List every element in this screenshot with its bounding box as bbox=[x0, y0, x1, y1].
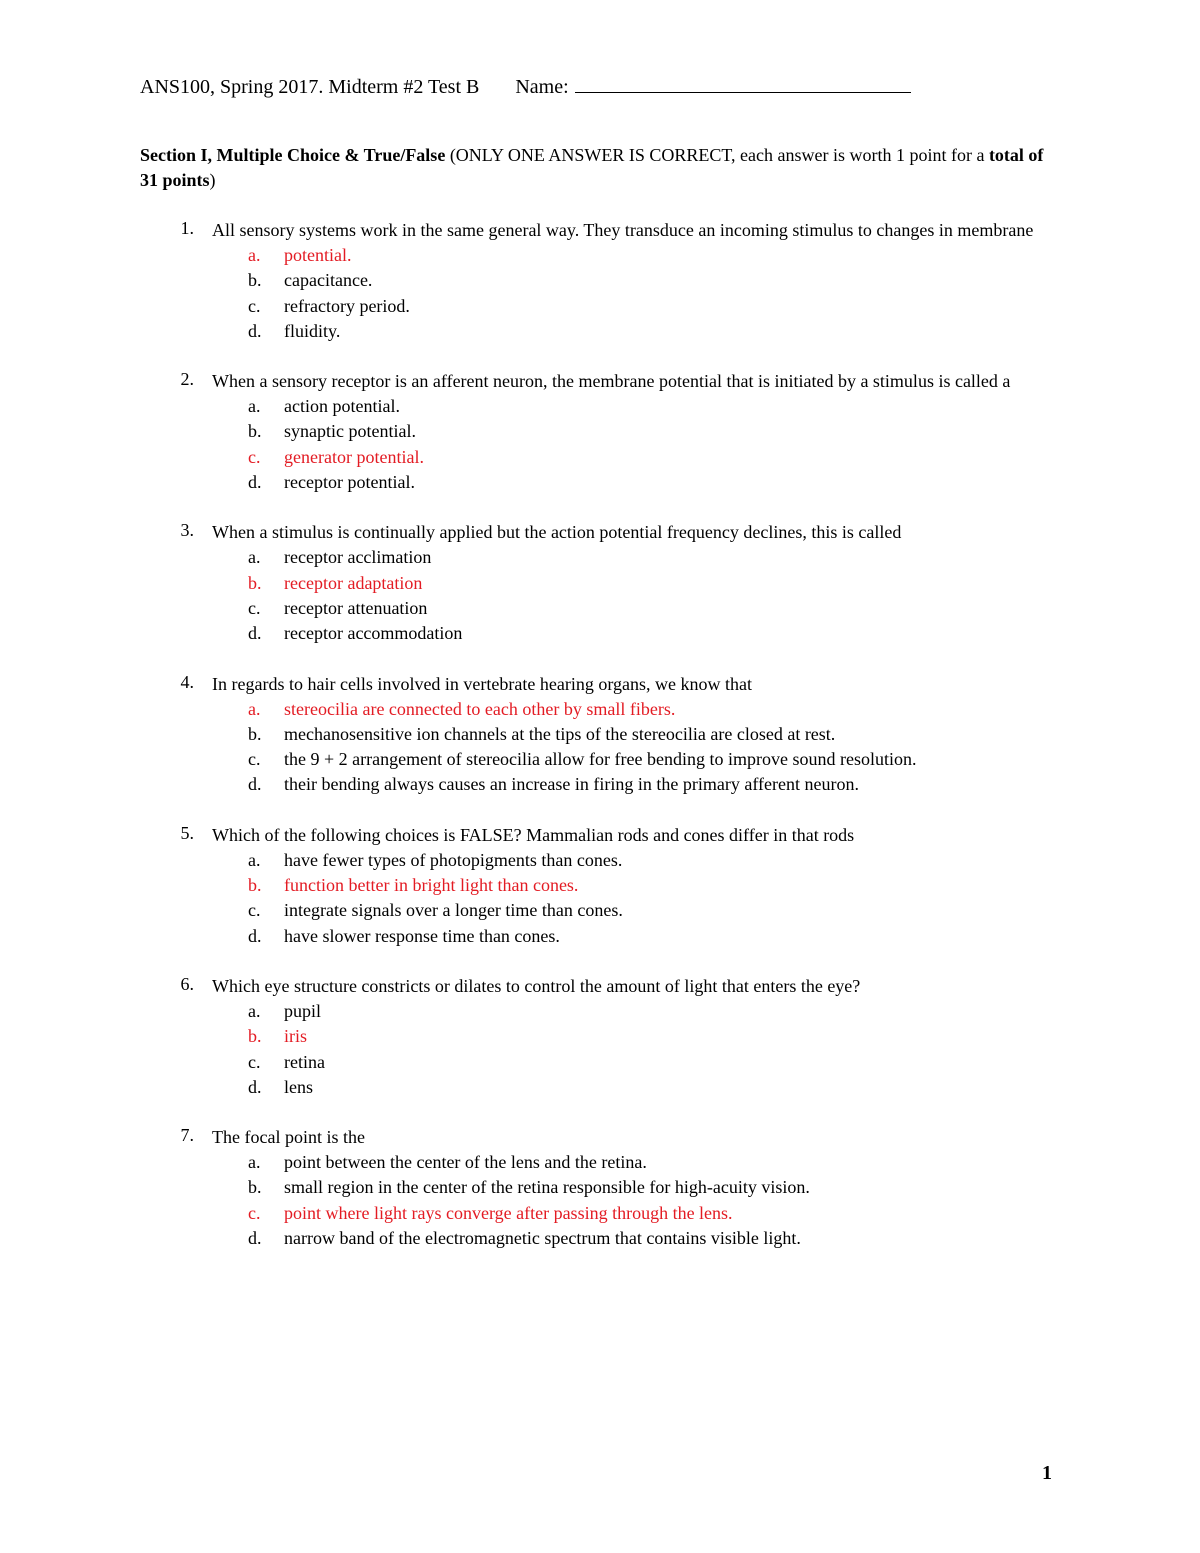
option-text: narrow band of the electromagnetic spectrum that contains visible light. bbox=[284, 1228, 801, 1249]
option-list bbox=[140, 848, 1070, 949]
option-a bbox=[140, 545, 1070, 570]
option-text: their bending always causes an increase in firing in the primary afferent neuron. bbox=[284, 774, 859, 795]
option-letter: a. bbox=[248, 698, 261, 719]
option-letter: c. bbox=[248, 295, 261, 316]
option-d bbox=[140, 772, 1070, 797]
option-text: pupil bbox=[284, 1000, 322, 1021]
option-text: receptor accommodation bbox=[284, 623, 463, 644]
option-letter: d. bbox=[248, 925, 262, 946]
option-text: stereocilia are connected to each other by small fibers. bbox=[284, 698, 676, 719]
option-letter: c. bbox=[248, 900, 261, 921]
option-text: retina bbox=[284, 1051, 325, 1072]
option-letter: d. bbox=[248, 774, 262, 795]
option-letter: b. bbox=[248, 1026, 262, 1047]
question-list bbox=[140, 218, 1070, 1276]
option-list bbox=[140, 1150, 1070, 1251]
option-b bbox=[140, 268, 1070, 293]
option-d bbox=[140, 924, 1070, 949]
option-letter: b. bbox=[248, 421, 262, 442]
option-c bbox=[140, 898, 1070, 923]
option-letter: b. bbox=[248, 572, 262, 593]
option-text: potential. bbox=[284, 245, 352, 265]
option-list bbox=[140, 394, 1070, 495]
option-text: point between the center of the lens and the retina. bbox=[284, 1152, 647, 1173]
option-text: the 9 + 2 arrangement of stereocilia allow for free bending to improve sound resolution. bbox=[284, 749, 917, 770]
question-number: 7. bbox=[180, 1125, 194, 1146]
question-3 bbox=[140, 520, 1070, 646]
option-text: capacitance. bbox=[284, 270, 373, 291]
option-letter: d. bbox=[248, 1228, 262, 1249]
section-instruction: (ONLY ONE ANSWER IS CORRECT, each answer is worth 1 point for a bbox=[449, 145, 985, 165]
option-text: small region in the center of the retina responsible for high-acuity vision. bbox=[284, 1177, 810, 1198]
question-7 bbox=[140, 1125, 1070, 1251]
page-number: 1 bbox=[1042, 1462, 1052, 1484]
option-letter: d. bbox=[248, 320, 262, 341]
option-b bbox=[140, 419, 1070, 444]
option-letter: b. bbox=[248, 875, 262, 896]
option-c bbox=[140, 1050, 1070, 1075]
option-letter: c. bbox=[248, 1202, 261, 1223]
option-c bbox=[140, 1201, 1070, 1226]
option-text: point where light rays converge after passing through the lens. bbox=[284, 1202, 733, 1223]
option-list bbox=[140, 545, 1070, 646]
option-text: receptor attenuation bbox=[284, 597, 428, 618]
question-number: 5. bbox=[180, 822, 194, 843]
option-letter: c. bbox=[248, 597, 261, 618]
option-text: action potential. bbox=[284, 396, 400, 417]
option-letter: a. bbox=[248, 245, 261, 265]
option-a bbox=[140, 243, 1070, 268]
option-letter: b. bbox=[248, 723, 262, 744]
question-number: 2. bbox=[180, 369, 194, 390]
option-letter: a. bbox=[248, 1152, 261, 1173]
option-text: function better in bright light than cones. bbox=[284, 875, 579, 896]
question-text: All sensory systems work in the same general way. They transduce an incoming stimulus to changes in membrane bbox=[212, 220, 1034, 240]
question-text: When a stimulus is continually applied but the action potential frequency declines, this is called bbox=[212, 522, 902, 543]
option-b bbox=[140, 1175, 1070, 1200]
option-b bbox=[140, 1024, 1070, 1049]
name-blank-line bbox=[575, 78, 911, 93]
question-text: Which of the following choices is FALSE? Mammalian rods and cones differ in that rods bbox=[212, 824, 855, 845]
option-b bbox=[140, 873, 1070, 898]
option-letter: b. bbox=[248, 1177, 262, 1198]
option-c bbox=[140, 596, 1070, 621]
question-text: When a sensory receptor is an afferent neuron, the membrane potential that is initiated by a stimulus is called a bbox=[212, 371, 1011, 392]
option-c bbox=[140, 747, 1070, 772]
option-d bbox=[140, 621, 1070, 646]
option-list bbox=[140, 697, 1070, 798]
option-text: receptor potential. bbox=[284, 472, 415, 493]
option-letter: c. bbox=[248, 446, 261, 467]
question-1 bbox=[140, 218, 1070, 344]
exam-title: ANS100, Spring 2017. Midterm #2 Test B bbox=[140, 76, 480, 98]
option-d bbox=[140, 470, 1070, 495]
option-letter: c. bbox=[248, 749, 261, 770]
question-text: In regards to hair cells involved in vertebrate hearing organs, we know that bbox=[212, 673, 752, 694]
section-close: ) bbox=[209, 170, 216, 190]
option-text: have slower response time than cones. bbox=[284, 925, 560, 946]
option-text: refractory period. bbox=[284, 295, 410, 316]
option-text: mechanosensitive ion channels at the tips of the stereocilia are closed at rest. bbox=[284, 723, 836, 744]
option-text: synaptic potential. bbox=[284, 421, 416, 442]
option-letter: c. bbox=[248, 1051, 261, 1072]
option-c bbox=[140, 445, 1070, 470]
option-text: receptor adaptation bbox=[284, 572, 423, 593]
question-text: The focal point is the bbox=[212, 1127, 365, 1148]
option-c bbox=[140, 294, 1070, 319]
section-intro bbox=[140, 143, 1060, 193]
section-total: total of 31 points bbox=[140, 145, 1044, 190]
exam-header bbox=[140, 76, 911, 99]
section-heading: Section I, Multiple Choice & True/False bbox=[140, 145, 446, 165]
question-text: Which eye structure constricts or dilates to control the amount of light that enters the eye? bbox=[212, 975, 861, 996]
option-b bbox=[140, 571, 1070, 596]
question-4 bbox=[140, 672, 1070, 798]
option-letter: d. bbox=[248, 1076, 262, 1097]
option-d bbox=[140, 319, 1070, 344]
question-number: 4. bbox=[180, 671, 194, 692]
name-label: Name: bbox=[515, 76, 569, 98]
option-text: have fewer types of photopigments than cones. bbox=[284, 849, 623, 870]
option-letter: d. bbox=[248, 472, 262, 493]
option-text: integrate signals over a longer time than cones. bbox=[284, 900, 623, 921]
option-letter: a. bbox=[248, 1000, 261, 1021]
option-a bbox=[140, 1150, 1070, 1175]
option-d bbox=[140, 1075, 1070, 1100]
question-6 bbox=[140, 974, 1070, 1100]
option-b bbox=[140, 722, 1070, 747]
option-letter: a. bbox=[248, 849, 261, 870]
option-text: receptor acclimation bbox=[284, 547, 432, 568]
option-letter: b. bbox=[248, 270, 262, 291]
question-number: 3. bbox=[180, 520, 194, 541]
option-list bbox=[140, 243, 1070, 344]
option-text: iris bbox=[284, 1026, 308, 1047]
option-a bbox=[140, 697, 1070, 722]
question-2 bbox=[140, 369, 1070, 495]
option-letter: a. bbox=[248, 547, 261, 568]
option-a bbox=[140, 394, 1070, 419]
question-number: 1. bbox=[180, 218, 194, 238]
option-d bbox=[140, 1226, 1070, 1251]
option-text: generator potential. bbox=[284, 446, 424, 467]
option-text: lens bbox=[284, 1076, 313, 1097]
question-number: 6. bbox=[180, 973, 194, 994]
option-a bbox=[140, 999, 1070, 1024]
option-text: fluidity. bbox=[284, 320, 341, 341]
option-letter: d. bbox=[248, 623, 262, 644]
option-list bbox=[140, 999, 1070, 1100]
question-5 bbox=[140, 823, 1070, 949]
option-a bbox=[140, 848, 1070, 873]
option-letter: a. bbox=[248, 396, 261, 417]
